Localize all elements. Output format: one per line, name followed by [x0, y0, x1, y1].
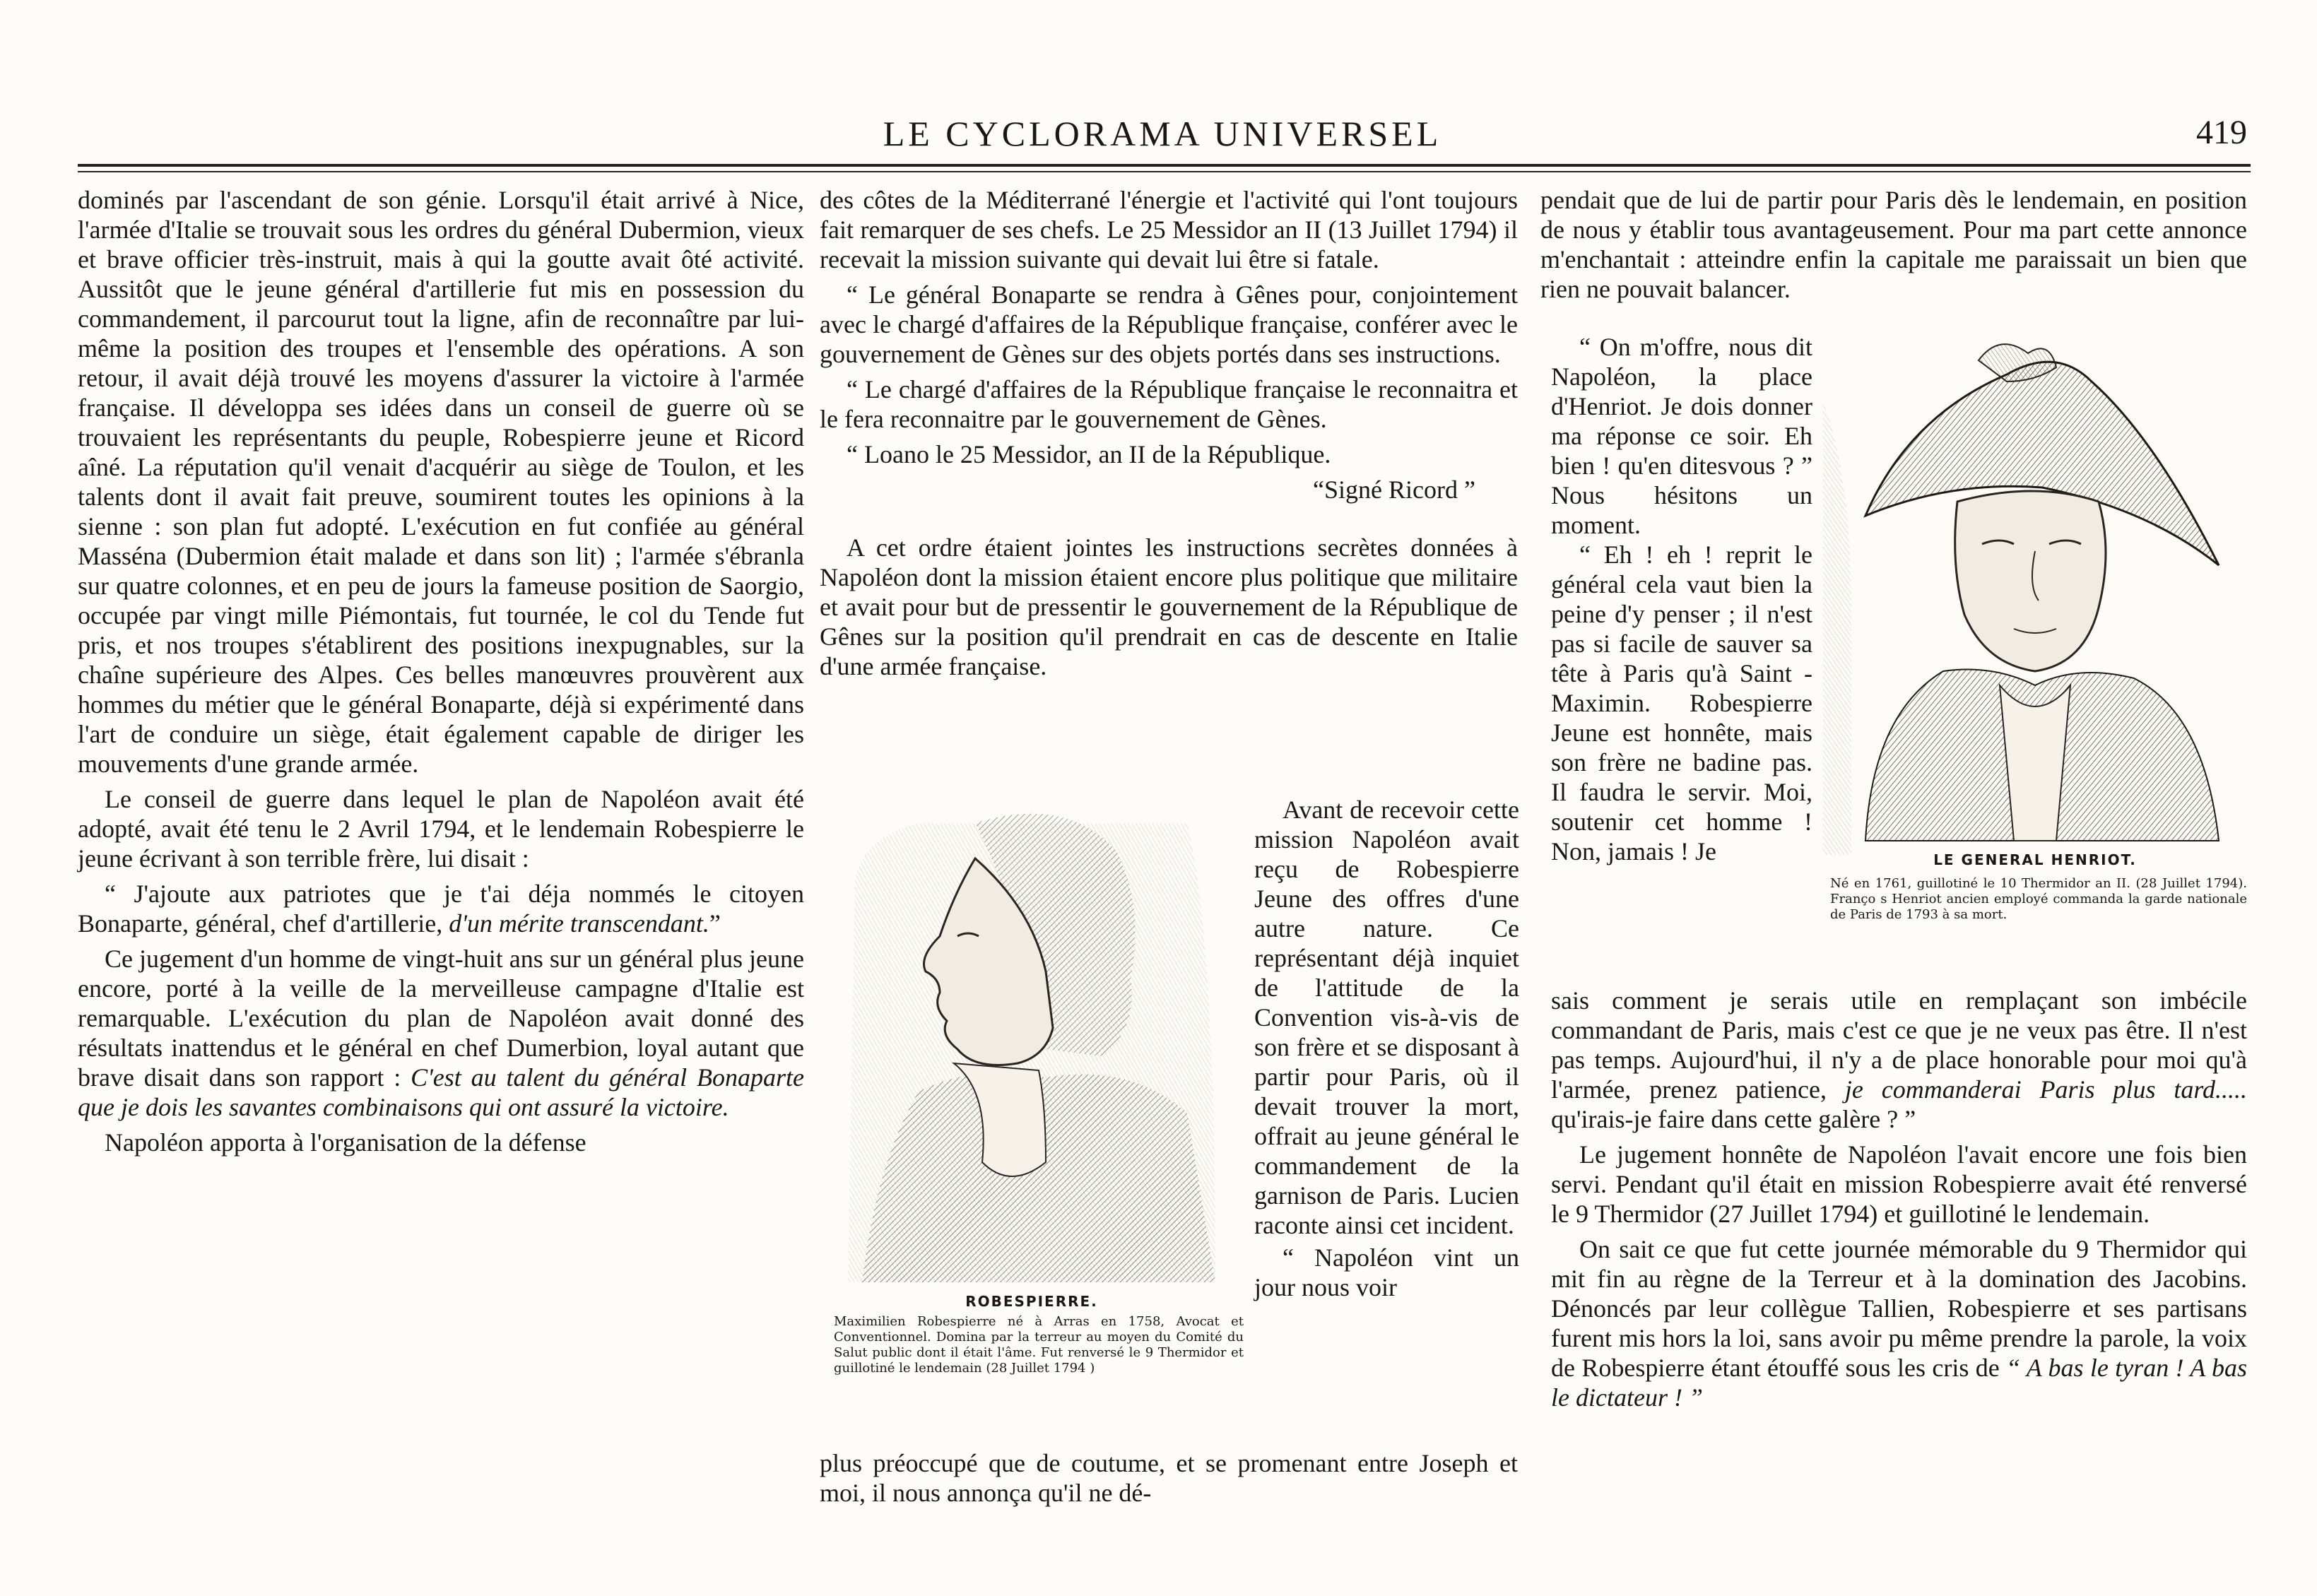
paragraph: des côtes de la Méditerrané l'énergie et l'activité qui l'ont toujours fait remarquer de ses chefs. Le 25 Messidor an II (13 Juillet 1794) il recevait la mission suivante qui devait lui être si fatale. — [820, 186, 1518, 273]
paragraph: Napoléon apporta à l'organisation de la défense — [105, 1128, 586, 1157]
quote-paragraph: “ Le général Bonaparte se rendra à Gênes pour, conjointement avec le chargé d'affaires de la République française, conférer avec le gouvernement de Gènes sur des objets portés dans ses instructions. — [820, 280, 1518, 368]
quote-paragraph: “ On m'offre, nous dit Napoléon, la place d'Henriot. Je dois donner ma réponse ce soir. Eh bien ! qu'en ditesvous ? ” Nous hésitons un moment. — [1551, 333, 1812, 539]
column-2-bottom — [820, 1448, 1518, 1508]
quote-text: sais comment je serais utile en remplaçant son imbécile commandant de Paris, mais c'est ce que je ne veux pas être. Il n'est pas temps. Aujourd'hui, il n'y a de place honorable pour moi qu'à l'armée, prenez patience, — [1551, 986, 2247, 1104]
italic-quote: C'est au talent du général Bonaparte que je dois les savantes combinaisons qui ont assuré la victoire. — [78, 1063, 804, 1121]
quote-text-end: qu'irais-je faire dans cette galère ? ” — [1551, 1105, 1916, 1133]
italic-quote: “ A bas le tyran ! A bas le dictateur ! ” — [1551, 1354, 2247, 1412]
robespierre-portrait-title: ROBESPIERRE. — [965, 1293, 1098, 1310]
quote-close: ” — [709, 909, 721, 938]
quote-paragraph: “ Loano le 25 Messidor, an II de la République. — [847, 440, 1331, 468]
page-header — [78, 106, 2247, 162]
quote-paragraph — [1551, 986, 2247, 1134]
paragraph: plus préoccupé que de coutume, et se promenant entre Joseph et moi, il nous annonça qu'il ne dé- — [820, 1449, 1518, 1507]
paragraph: Le jugement honnête de Napoléon l'avait encore une fois bien servi. Pendant qu'il était en mission Robespierre avait été renversé le 9 Thermidor (27 Juillet 1794) et guillotiné le lendemain. — [1551, 1140, 2247, 1228]
quote-italic: je commanderai Paris plus tard..... — [1844, 1075, 2247, 1104]
header-rule-thick — [78, 164, 2251, 167]
column-3-side — [1551, 332, 1812, 866]
paragraph: Le conseil de guerre dans lequel le plan de Napoléon avait été adopté, avait été tenu le 2 Avril 1794, et le lendemain Robespierre le jeune écrivant à son terrible frère, lui disait : — [78, 785, 804, 873]
paragraph-text: Ce jugement d'un homme de vingt-huit ans sur un général plus jeune encore, porté à la veille de la merveilleuse campagne d'Italie est remarquable. L'exécution du plan de Napoléon avait donné des résultats inattendus et le général en chef Dumerbion, loyal autant que brave disait dans son rapport : — [78, 945, 804, 1092]
paragraph: pendait que de lui de partir pour Paris dès le lendemain, en position de nous y établir tous avantageusement. Pour ma part cette annonce m'enchantait : atteindre enfin la capitale me paraissait un bien que rien ne pouvait balancer. — [1540, 186, 2247, 303]
header-rule-thin — [78, 171, 2251, 172]
quote-paragraph: “ Eh ! eh ! reprit le général cela vaut bien la peine d'y penser ; il n'est pas si facile de sauver sa tête à Paris qu'à Saint - Maximin. Robespierre Jeune est honnête, mais son frère ne badine pas. Il faudra le servir. Moi, soutenir cet homme ! Non, jamais ! Je — [1551, 540, 1812, 865]
paragraph-text: On sait ce que fut cette journée mémorable du 9 Thermidor qui mit fin au règne de la Terreur et à la domination des Jacobins. Dénoncés par leur collègue Tallien, Robespierre et ses partisans furent mis hors la loi, sans avoir pu même prendre la parole, la voix de Robespierre étant étouffé sous les cris de — [1551, 1235, 2247, 1382]
paragraph — [78, 944, 804, 1122]
paragraph: dominés par l'ascendant de son génie. Lorsqu'il était arrivé à Nice, l'armée d'Italie se trouvait sous les ordres du général Dubermion, vieux et brave officier très-instruit, mais à qui la goutte avait ôté activité. Aussitôt que le jeune général d'artillerie fut mis en possession du commandement, il parcourut tout la ligne, afin de reconnaître par lui-même la position des troupes et l'ensemble des opérations. A son retour, il avait déjà trouvé les moyens d'assurer la victoire à l'armée française. Il développa ses idées dans un conseil de guerre où se trouvaient les représentants du peuple, Robespierre jeune et Ricord aîné. La réputation qu'il venait d'acquérir au siège de Toulon, et les talents dont il avait fait preuve, soumirent toutes les opinions à la sienne : son plan fut adopté. L'exécution en fut confiée au général Masséna (Dubermion était malade et dans son lit) ; l'armée s'ébranla sur quatre colonnes, et en peu de jours la fameuse position de Saorgio, occupée par vingt mille Piémontais, fut tournée, le col du Tende fut pris, et nos troupes s'établirent des positions inexpugnables, sur la chaîne supérieure des Alpes. Ces belles manœuvres prouvèrent aux hommes du métier que le général Bonaparte, déjà si expérimenté dans l'art de conduire un siège, était également capable de diriger les mouvements d'une grande armée. — [78, 186, 804, 778]
henriot-portrait-caption: Né en 1761, guillotiné le 10 Thermidor an II. (28 Juillet 1794). Franço s Henriot ancien employé commanda la garde nationale de Paris de 1793 à sa mort. — [1830, 876, 2247, 922]
henriot-portrait — [1823, 332, 2247, 855]
robespierre-portrait — [834, 795, 1230, 1289]
running-title: LE CYCLORAMA UNIVERSEL — [883, 114, 1442, 153]
quote-paragraph: “ Le chargé d'affaires de la République française le reconnaitra et le fera reconnaitre par le gouvernement de Gènes. — [820, 375, 1518, 433]
column-1 — [78, 185, 804, 1163]
quote-italic: d'un mérite transcendant. — [449, 909, 709, 938]
page-number: 419 — [2196, 114, 2247, 151]
quote-paragraph: “ Napoléon vint un jour nous voir — [1254, 1243, 1519, 1301]
column-2-side — [1254, 795, 1519, 1302]
paragraph: A cet ordre étaient jointes les instructions secrètes données à Napoléon dont la mission étaient encore plus politique que militaire et avait pour but de pressentir le gouvernement de la République de Gênes sur la position qu'il prendrait en cas de descente en Italie d'une armée française. — [820, 533, 1518, 680]
column-3-top — [1540, 185, 2247, 326]
quote-text: “ J'ajoute aux patriotes que je t'ai déja nommés le citoyen Bonaparte, général, chef d'artillerie, — [78, 880, 804, 938]
column-3-bottom — [1551, 986, 2247, 1412]
robespierre-portrait-caption: Maximilien Robespierre né à Arras en 1758, Avocat et Conventionnel. Domina par la terreur au moyen du Comité du Salut public dont il était l'âme. Fut renversé le 9 Thermidor et guillotiné le lendemain (28 Juillet 1794 ) — [834, 1314, 1244, 1376]
quote-paragraph — [78, 879, 804, 938]
signature-line: “Signé Ricord ” — [1313, 475, 1475, 504]
paragraph — [1551, 1234, 2247, 1412]
paragraph: Avant de recevoir cette mission Napoléon avait reçu de Robespierre Jeune des offres d'une autre nature. Ce représentant déjà inquiet de l'attitude de la Convention vis-à-vis de son frère et se disposant à partir pour Paris, où il devait trouver la mort, offrait au jeune général le commandement de la garnison de Paris. Lucien raconte ainsi cet incident. — [1254, 796, 1519, 1239]
henriot-portrait-title: LE GENERAL HENRIOT. — [1933, 851, 2137, 868]
